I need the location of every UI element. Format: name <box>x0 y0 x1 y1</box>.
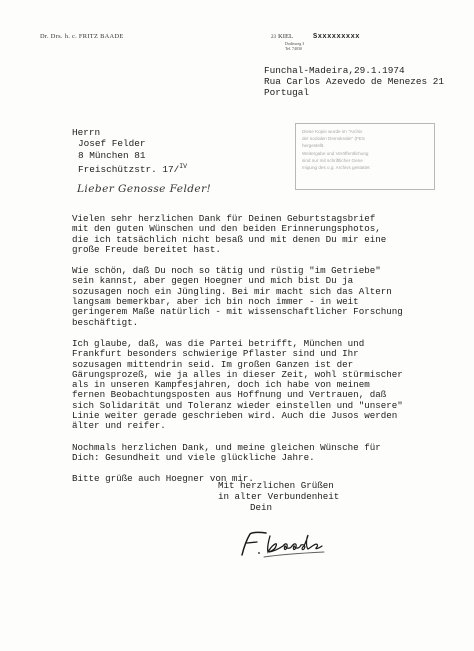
body-line: geringerem Maße natürlich - mit wissenschaftlicher Forschung <box>72 306 403 318</box>
recipient-address <box>72 127 187 176</box>
date-place-block <box>264 65 444 99</box>
recipient-title: Herrn <box>72 127 101 138</box>
body-line: Vielen sehr herzlichen Dank für Deinen Geburtstagsbrief <box>72 213 376 224</box>
stamp-line: Diese Kopie wurde im "Archiv <box>302 129 363 134</box>
body-line: die ich tatsächlich nicht besaß und mit denen Du mir eine <box>72 233 387 245</box>
body-line: beschäftigt. <box>72 316 139 328</box>
body-line: sozusagen mittendrin seid. Im großen Ganzen ist der <box>72 358 354 370</box>
body-line: Gärungsprozeß, wie ja alles in dieser Zeit, wohl stürmischer <box>72 368 403 380</box>
address-line: Tel. 74030 <box>285 46 303 51</box>
body-line: sich Solidarität und Toleranz wieder einstellen und "unsere" <box>72 399 403 411</box>
paragraph-thanks <box>72 214 452 255</box>
stamp-line: migung des o.g. Archivs gestattet <box>302 165 370 171</box>
handwritten-greeting: Lieber Genosse Felder! <box>77 183 212 195</box>
body-line: sozusagen noch ein Jüngling. Bei mir macht sich das Altern <box>72 285 392 297</box>
recipient-street: Freischützstr. 17/ <box>78 164 180 176</box>
body-line: Dich: Gesundheit und viele glückliche Jahre. <box>72 451 315 463</box>
paragraph-wishes <box>72 443 452 464</box>
street-line: Rua Carlos Azevedo de Menezes 21 <box>264 76 445 88</box>
sender-address <box>285 41 304 51</box>
struck-text: Sxxxxxxxxx <box>313 33 361 41</box>
date-line: Funchal-Madeira,29.1.1974 <box>264 65 405 76</box>
recipient-city: 8 München 81 <box>78 149 146 161</box>
body-line: als in unseren Kampfesjahren, doch ich habe von meinem <box>72 379 370 391</box>
body-line: Frankfurt besonders schwierige Pflaster sind und Ihr <box>72 348 359 360</box>
stamp-line: sind nur mit schriftlicher Gene <box>302 157 363 163</box>
address-line: Dodisweg 3 <box>285 41 305 46</box>
archive-stamp <box>295 123 435 190</box>
city-name: KIEL <box>278 33 294 40</box>
body-line: langsam bemerkbar, aber ich bin noch immer - in weit <box>72 296 359 308</box>
body-line: Linie weiter gerade geschrieben wird. Auch die Jusos werden <box>72 410 398 422</box>
country-line: Portugal <box>264 87 310 99</box>
body-line: fernen Beobachtungsposten aus Hoffnung und Vertrauen, daß <box>72 389 387 401</box>
sender-city <box>271 33 293 40</box>
body-line: große Freude bereitet hast. <box>72 243 221 255</box>
body-line: Wie schön, daß Du noch so tätig und rüstig "im Getriebe" <box>72 265 381 277</box>
closing-line: Dein <box>250 501 273 513</box>
stamp-line: der sozialen Demokratie" (FES <box>302 136 365 142</box>
sender-name: Dr. Drs. h. c. FRITZ BAADE <box>40 33 124 40</box>
body-line: sein kannst, aber gegen Hoegner und mich bist Du ja <box>72 275 354 287</box>
recipient-street-line <box>72 161 187 175</box>
body-line: älter und reifer. <box>72 420 166 432</box>
body-line: Nochmals herzlichen Dank, und meine gleichen Wünsche für <box>72 441 381 453</box>
letter-body <box>72 214 452 496</box>
body-line: Bitte grüße auch Hoegner von mir. <box>72 473 254 485</box>
closing-line: Mit herzlichen Grüßen <box>218 480 334 491</box>
stamp-line: hergestellt. <box>302 143 325 149</box>
paragraph-activity <box>72 266 452 328</box>
recipient-name: Josef Felder <box>78 138 146 150</box>
recipient-street-suffix: IV <box>179 163 188 171</box>
handwritten-signature <box>238 529 338 559</box>
stamp-line: Weitergabe und Veröffentlichung <box>302 150 369 156</box>
city-prefix: 23 <box>271 35 276 40</box>
paragraph-party <box>72 339 452 432</box>
body-line: Ich glaube, daß, was die Partei betrifft, München und <box>72 337 365 349</box>
body-line: mit den guten Wünschen und den beiden Erinnerungsphotos, <box>72 223 381 235</box>
closing-line: in alter Verbundenheit <box>218 490 340 502</box>
closing-block <box>218 481 339 513</box>
